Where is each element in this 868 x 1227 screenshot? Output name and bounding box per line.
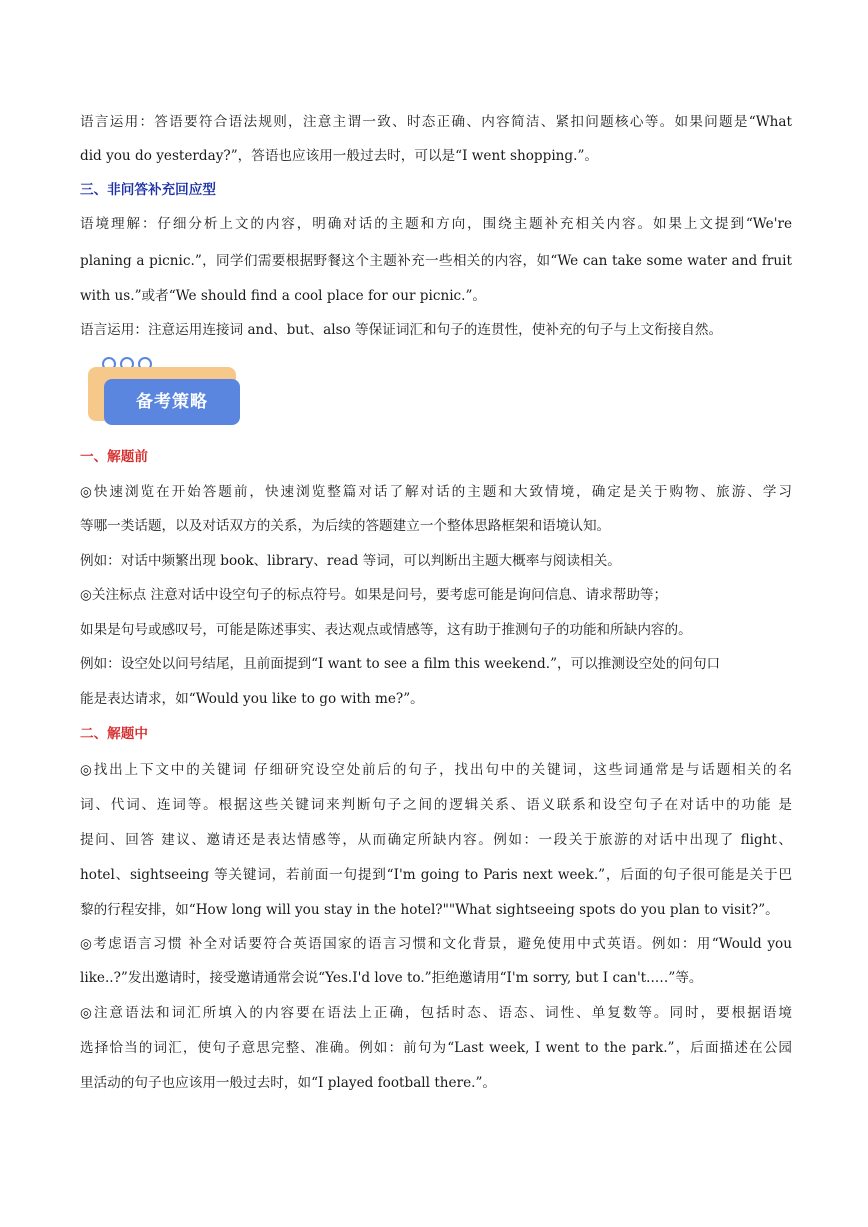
paragraph-line: 黎的行程安排，如“How long will you stay in the hotel?""What sightseeing spots do you plan to visit?”。 [80, 902, 779, 918]
paragraph-line: did you do yesterday?”，答语也应该用一般过去时，可以是“I went shopping.”。 [80, 148, 598, 164]
paragraph-line: 例如：设空处以问号结尾，且前面提到“I want to see a film this weekend.”，可以推测设空处的问句口 [80, 656, 721, 672]
paragraph-line: 能是表达请求，如“Would you like to go with me?”。 [80, 691, 424, 707]
paragraph-line: ◎快速浏览在开始答题前，快速浏览整篇对话了解对话的主题和大致情境，确定是关于购物、旅游、学习 [80, 484, 792, 500]
paragraph-line: like..?”发出邀请时，接受邀请通常会说“Yes.I'd love to.”拒绝邀请用“I'm sorry, but I can't..…”等。 [80, 970, 703, 986]
paragraph-line: ◎找出上下文中的关键词 仔细研究设空处前后的句子，找出句中的关键词，这些词通常是与话题相关的名 [80, 762, 792, 778]
paragraph-line: planing a picnic.”，同学们需要根据野餐这个主题补充一些相关的内容，如“We can take some water and fruit [80, 253, 792, 269]
section-badge [88, 354, 244, 426]
paragraph-line: 提问、回答 建议、邀请还是表达情感等，从而确定所缺内容。例如：一段关于旅游的对话中出现了 flight、 [80, 832, 792, 848]
paragraph-line: with us.”或者“We should find a cool place for our picnic.”。 [80, 288, 487, 304]
section-heading-1: 一、解题前 [80, 449, 148, 465]
paragraph-line: 例如：对话中频繁出现 book、library、read 等词，可以判断出主题大概率与阅读相关。 [80, 553, 621, 569]
section-heading-2: 二、解题中 [80, 726, 148, 742]
paragraph-line: ◎关注标点 注意对话中设空句子的标点符号。如果是问号，要考虑可能是询问信息、请求帮助等； [80, 587, 668, 603]
paragraph-line: 语言运用：注意运用连接词 and、but、also 等保证词汇和句子的连贯性，使补充的句子与上文衔接自然。 [80, 322, 723, 338]
paragraph-line: 语言运用：答语要符合语法规则，注意主谓一致、时态正确、内容简洁、紧扣问题核心等。如果问题是“What [80, 114, 792, 130]
paragraph-line: 语境理解：仔细分析上文的内容，明确对话的主题和方向，围绕主题补充相关内容。如果上文提到“We're [80, 216, 792, 232]
badge-label: 备考策略 [104, 379, 240, 425]
paragraph-line: 等哪一类话题，以及对话双方的关系，为后续的答题建立一个整体思路框架和语境认知。 [80, 518, 611, 534]
paragraph-line: ◎考虑语言习惯 补全对话要符合英语国家的语言习惯和文化背景，避免使用中式英语。例如：用“Would you [80, 936, 792, 952]
section-heading-3: 三、非问答补充回应型 [80, 182, 216, 198]
paragraph-line: 选择恰当的词汇，使句子意思完整、准确。例如：前句为“Last week, I went to the park.”，后面描述在公园 [80, 1040, 792, 1056]
paragraph-line: 如果是句号或感叹号，可能是陈述事实、表达观点或情感等，这有助于推测句子的功能和所缺内容的。 [80, 622, 692, 638]
paragraph-line: 里活动的句子也应该用一般过去时，如“I played football there.”。 [80, 1075, 496, 1091]
paragraph-line: ◎注意语法和词汇所填入的内容要在语法上正确，包括时态、语态、词性、单复数等。同时，要根据语境 [80, 1005, 792, 1021]
paragraph-line: hotel、sightseeing 等关键词，若前面一句提到“I'm going to Paris next week.”，后面的句子很可能是关于巴 [80, 867, 792, 883]
paragraph-line: 词、代词、连词等。根据这些关键词来判断句子之间的逻辑关系、语义联系和设空句子在对话中的功能 是 [80, 797, 792, 813]
